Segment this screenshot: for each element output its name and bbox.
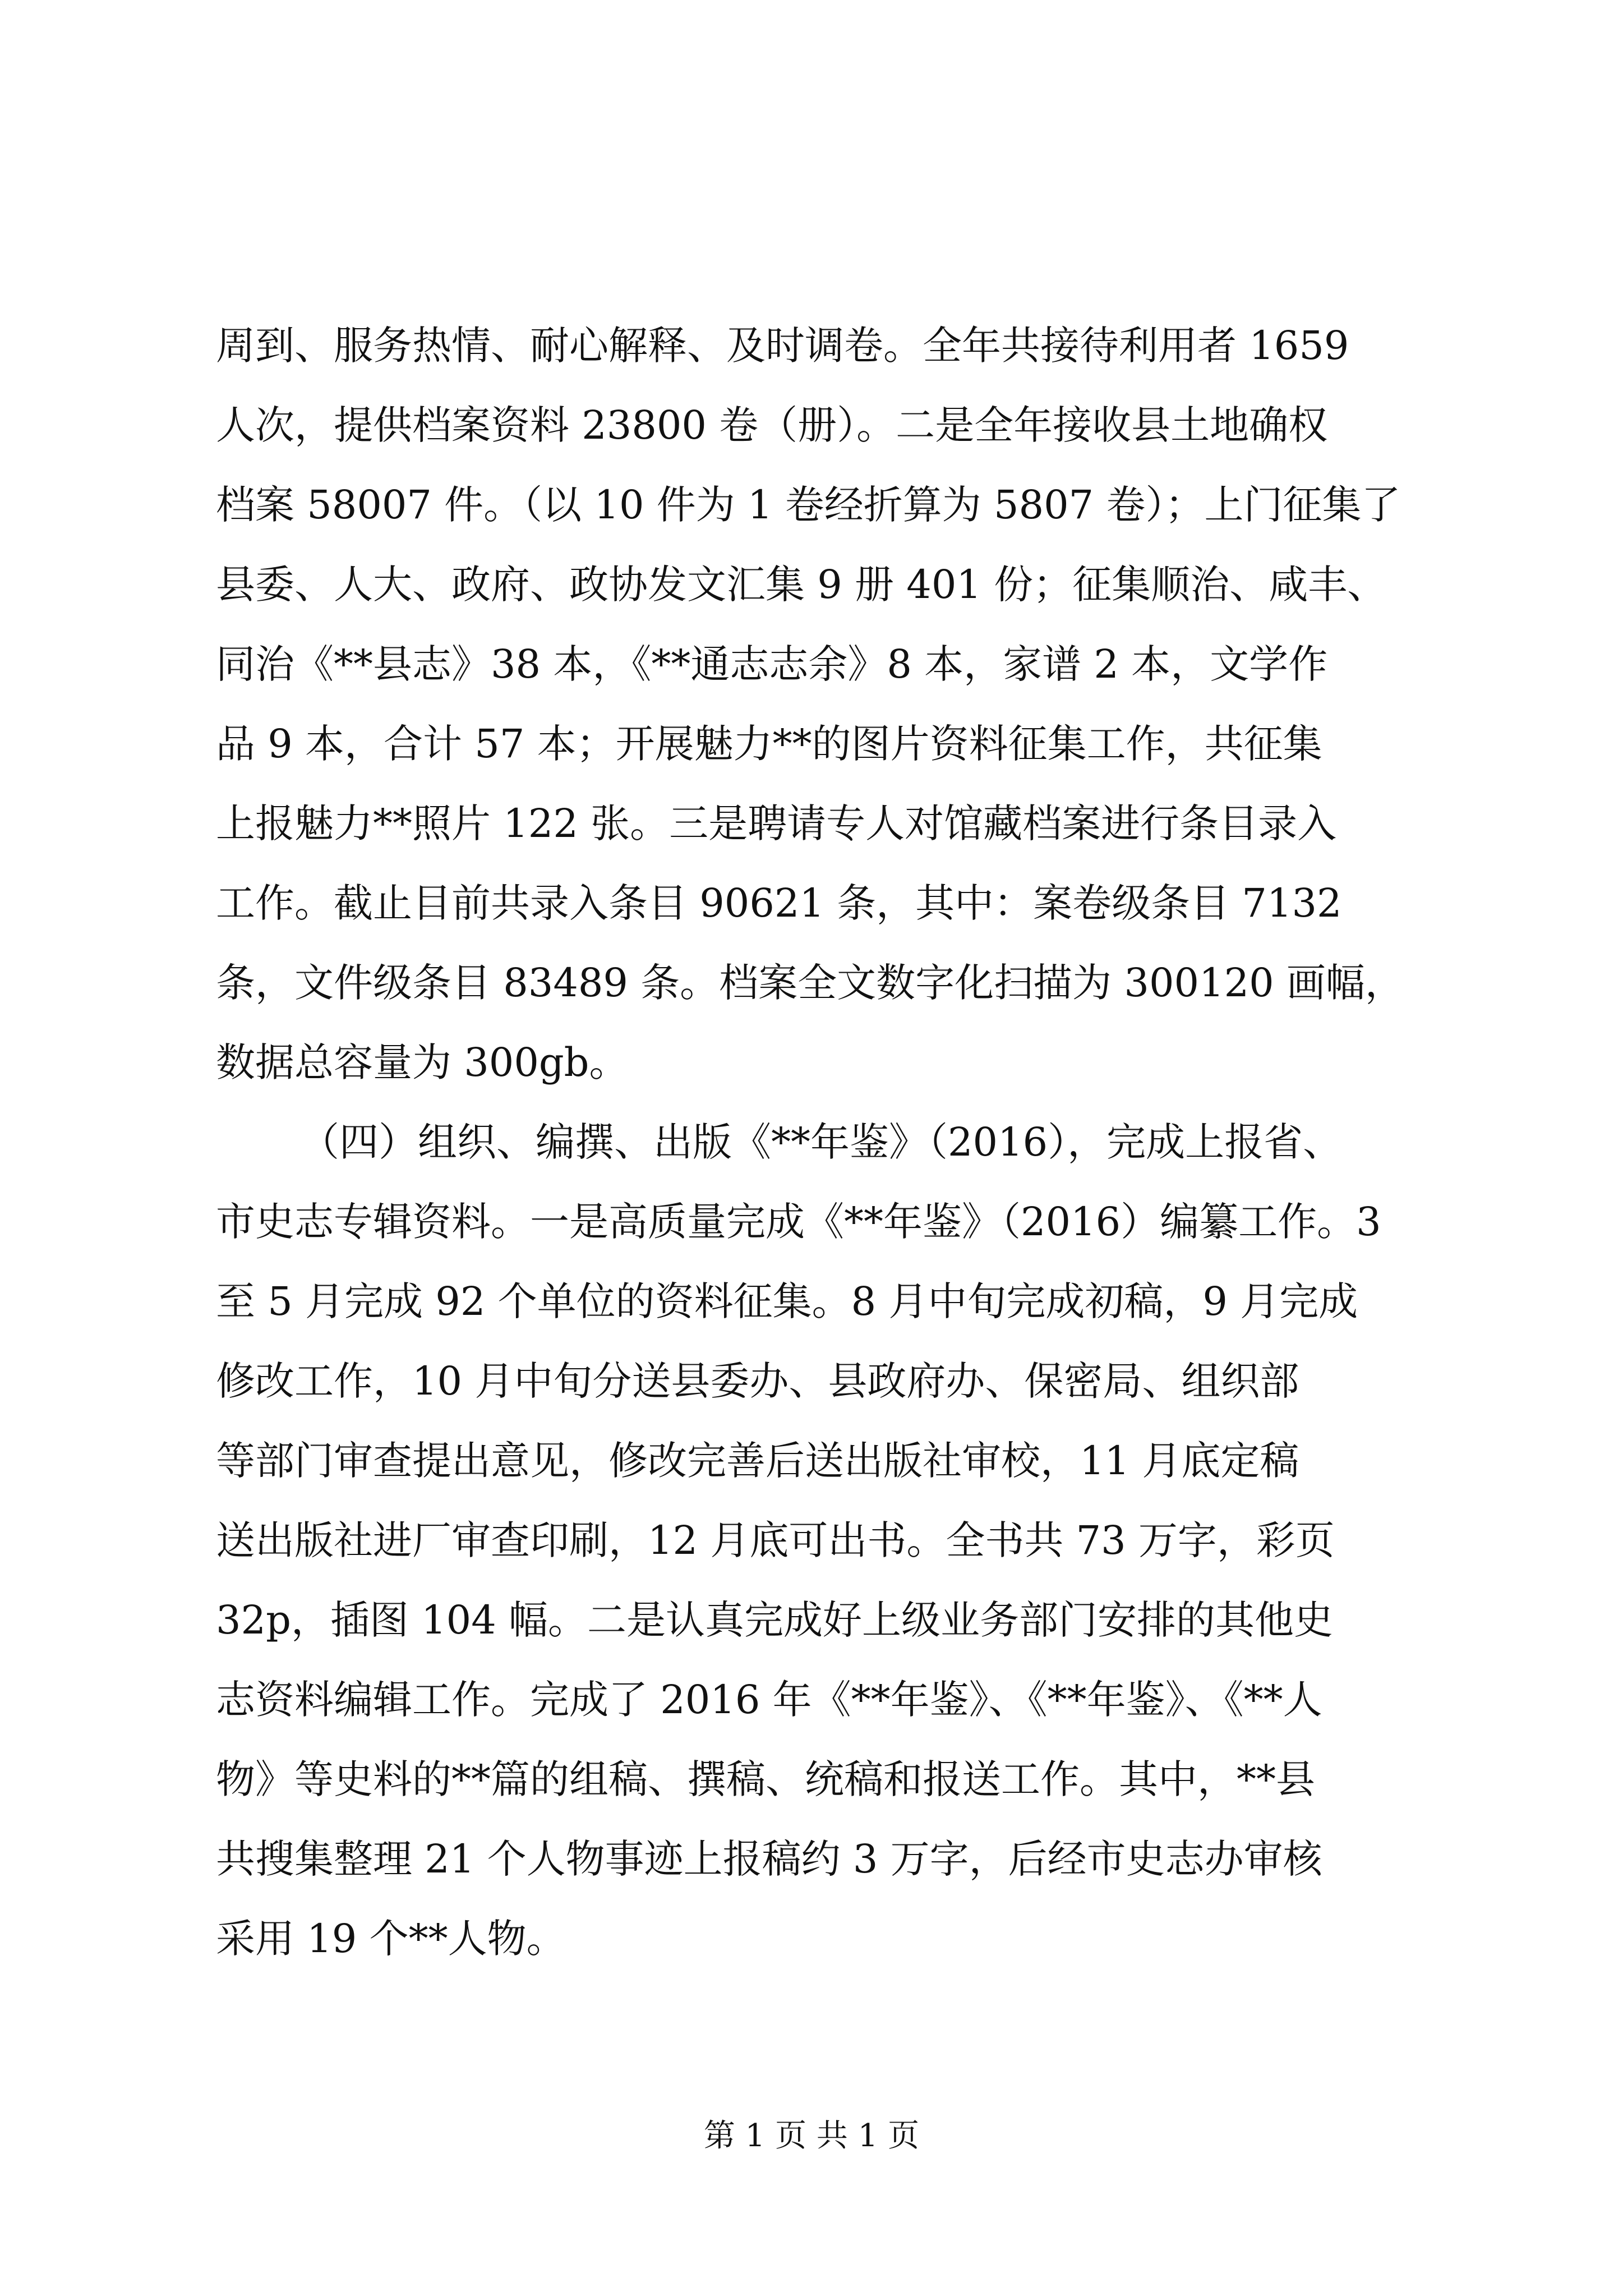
text-line: 人次，提供档案资料 23800 卷（册）。二是全年接收县土地确权 [216,402,1328,448]
text-line: 等部门审查提出意见，修改完善后送出版社审校，11 月底定稿 [216,1438,1299,1484]
text-line: 数据总容量为 300gb。 [216,1039,629,1085]
text-line: 条，文件级条目 83489 条。档案全文数字化扫描为 300120 画幅， [216,960,1404,1006]
text-line: 物》等史料的**篇的组稿、撰稿、统稿和报送工作。其中，**县 [216,1756,1315,1802]
text-line: 市史志专辑资料。一是高质量完成《**年鉴》（2016）编纂工作。3 [216,1199,1381,1245]
text-line: 工作。截止目前共录入条目 90621 条，其中：案卷级条目 7132 [216,880,1342,926]
text-line: 采用 19 个**人物。 [216,1916,566,1962]
text-line: 修改工作，10 月中旬分送县委办、县政府办、保密局、组织部 [216,1358,1299,1404]
text-line: 同治《**县志》38 本，《**通志志余》8 本，家谱 2 本，文学作 [216,641,1328,687]
text-line: 送出版社进厂审查印刷，12 月底可出书。全书共 73 万字，彩页 [216,1517,1335,1563]
text-line: 32p，插图 104 幅。二是认真完成好上级业务部门安排的其他史 [216,1597,1333,1643]
text-line: 周到、服务热情、耐心解释、及时调卷。全年共接待利用者 1659 [216,323,1349,369]
text-line: 共搜集整理 21 个人物事迹上报稿约 3 万字，后经市史志办审核 [216,1836,1322,1882]
text-line: 上报魅力**照片 122 张。三是聘请专人对馆藏档案进行条目录入 [216,800,1337,846]
text-line: 志资料编辑工作。完成了 2016 年《**年鉴》、《**年鉴》、《**人 [216,1677,1322,1723]
text-line: 档案 58007 件。（以 10 件为 1 卷经折算为 5807 卷）；上门征集了 [216,482,1401,528]
text-line: 至 5 月完成 92 个单位的资料征集。8 月中旬完成初稿，9 月完成 [216,1278,1358,1324]
text-line: 品 9 本，合计 57 本；开展魅力**的图片资料征集工作，共征集 [216,721,1322,767]
page-number-footer: 第 1 页 共 1 页 [703,2118,920,2154]
text-line: 县委、人大、政府、政协发文汇集 9 册 401 份；征集顺治、咸丰、 [216,562,1387,608]
document-body [216,306,1422,1978]
section-heading-line: （四）组织、编撰、出版《**年鉴》（2016），完成上报省、 [300,1119,1343,1165]
